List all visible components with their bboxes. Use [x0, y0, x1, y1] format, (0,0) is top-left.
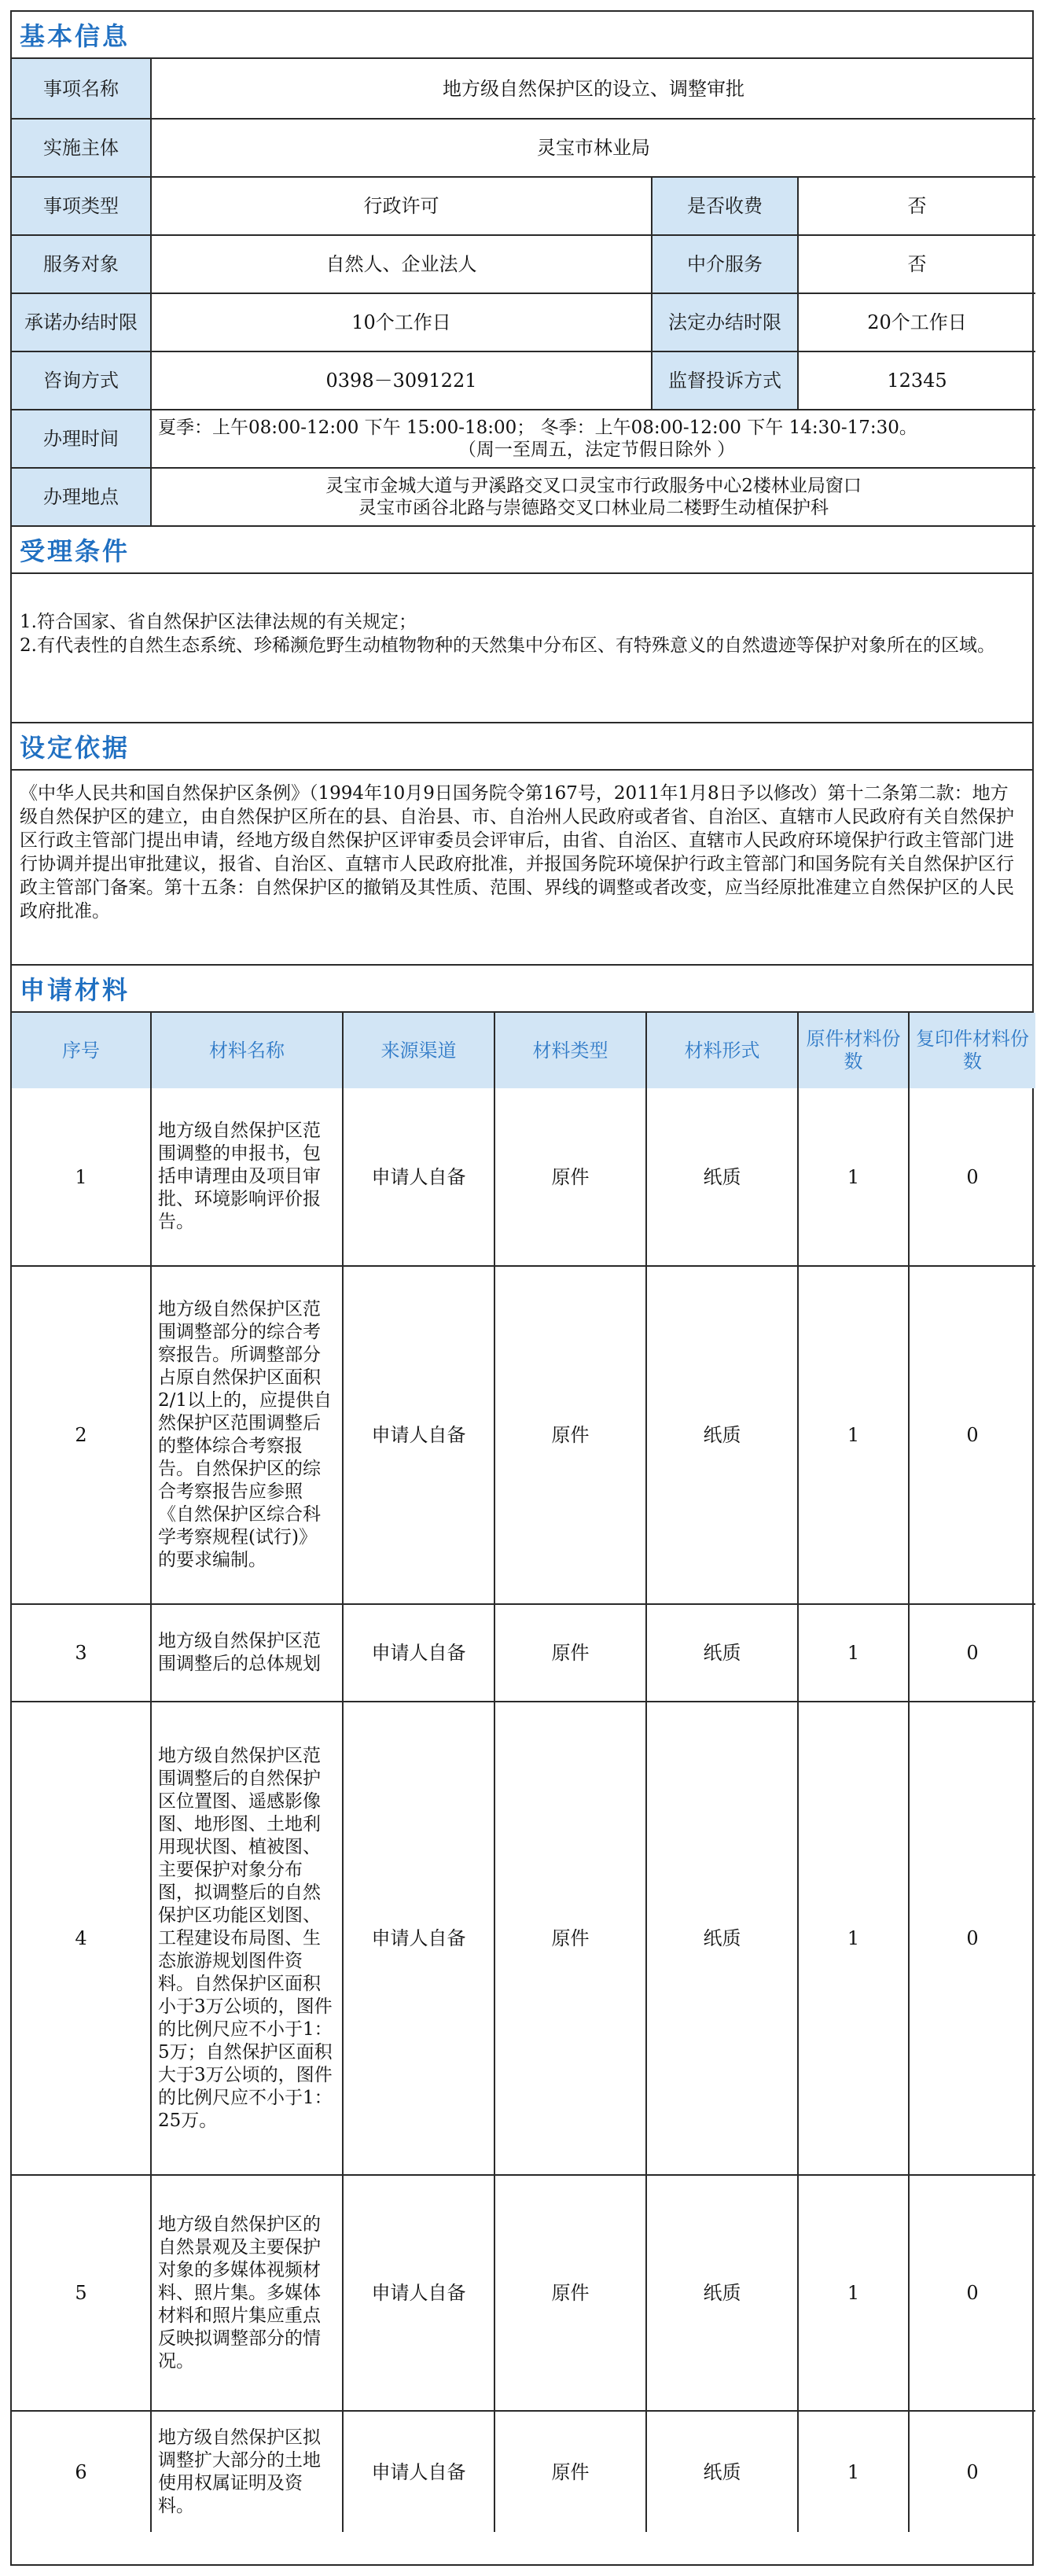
section-title-basic-info: 基本信息	[12, 12, 1032, 59]
target-value: 自然人、企业法人	[151, 235, 652, 293]
material-source: 申请人自备	[343, 2411, 494, 2532]
fee-label: 是否收费	[652, 177, 798, 235]
copy-count: 0	[909, 1266, 1035, 1604]
row-item-name	[12, 59, 1035, 119]
material-source: 申请人自备	[343, 2175, 494, 2411]
copy-count: 0	[909, 1702, 1035, 2175]
consult-value: 0398－3091221	[151, 351, 652, 410]
header-name: 材料名称	[151, 1013, 343, 1088]
address-line-2: 灵宝市函谷北路与崇德路交叉口林业局二楼野生动植保护科	[358, 498, 829, 518]
material-name: 地方级自然保护区范围调整后的总体规划	[151, 1604, 343, 1702]
legal-value: 20个工作日	[798, 293, 1035, 351]
agency-value: 否	[798, 235, 1035, 293]
target-label: 服务对象	[12, 235, 151, 293]
item-name-value: 地方级自然保护区的设立、调整审批	[151, 59, 1035, 119]
header-form: 材料形式	[646, 1013, 798, 1088]
original-count: 1	[798, 2175, 909, 2411]
table-row	[12, 2175, 1035, 2411]
table-row	[12, 1088, 1035, 1266]
material-source: 申请人自备	[343, 1088, 494, 1266]
conditions-text	[12, 574, 1032, 723]
address-value	[151, 468, 1035, 526]
row-contact	[12, 351, 1035, 410]
copy-count: 0	[909, 2411, 1035, 2532]
table-row	[12, 1702, 1035, 2175]
material-name: 地方级自然保护区范围调整的申报书，包括申请理由及项目审批、环境影响评价报告。	[151, 1088, 343, 1266]
authority-value: 灵宝市林业局	[151, 119, 1035, 177]
complaint-label: 监督投诉方式	[652, 351, 798, 410]
material-form: 纸质	[646, 1604, 798, 1702]
materials-header-row	[12, 1013, 1035, 1088]
section-title-basis: 设定依据	[12, 723, 1032, 771]
original-count: 1	[798, 1088, 909, 1266]
basic-info-table	[12, 59, 1035, 527]
row-hours	[12, 410, 1035, 468]
promised-label: 承诺办结时限	[12, 293, 151, 351]
row-no: 6	[12, 2411, 151, 2532]
material-name: 地方级自然保护区范围调整后的自然保护区位置图、遥感影像图、地形图、土地利用现状图、植被图、主要保护对象分布图，拟调整后的自然保护区功能区划图、工程建设布局图、生态旅游规划图件资料。自然保护区面积小于3万公顷的，图件的比例尺应不小于1：5万；自然保护区面积大于3万公顷的，图件的比例尺应不小于1：25万。	[151, 1702, 343, 2175]
material-name: 地方级自然保护区范围调整部分的综合考察报告。所调整部分占原自然保护区面积2/1以上的，应提供自然保护区范围调整后的整体综合考察报告。自然保护区的综合考察报告应参照《自然保护区综合科学考察规程(试行)》的要求编制。	[151, 1266, 343, 1604]
row-target	[12, 235, 1035, 293]
type-label: 事项类型	[12, 177, 151, 235]
material-source: 申请人自备	[343, 1266, 494, 1604]
material-name: 地方级自然保护区的自然景观及主要保护对象的多媒体视频材料、照片集。多媒体材料和照片集应重点反映拟调整部分的情况。	[151, 2175, 343, 2411]
original-count: 1	[798, 1266, 909, 1604]
copy-count: 0	[909, 1604, 1035, 1702]
material-type: 原件	[494, 1604, 646, 1702]
hours-line-2: （周一至周五，法定节假日除外 ）	[458, 440, 736, 460]
table-row	[12, 1266, 1035, 1604]
promised-value: 10个工作日	[151, 293, 652, 351]
original-count: 1	[798, 1604, 909, 1702]
condition-1: 1.符合国家、省自然保护区法律法规的有关规定；	[20, 612, 417, 632]
original-count: 1	[798, 2411, 909, 2532]
row-no: 5	[12, 2175, 151, 2411]
consult-label: 咨询方式	[12, 351, 151, 410]
complaint-value: 12345	[798, 351, 1035, 410]
header-no: 序号	[12, 1013, 151, 1088]
legal-label: 法定办结时限	[652, 293, 798, 351]
condition-2: 2.有代表性的自然生态系统、珍稀濒危野生动植物物种的天然集中分布区、有特殊意义的自然遗迹等保护对象所在的区域。	[20, 635, 995, 656]
material-source: 申请人自备	[343, 1702, 494, 2175]
header-type: 材料类型	[494, 1013, 646, 1088]
material-form: 纸质	[646, 1266, 798, 1604]
section-title-conditions: 受理条件	[12, 527, 1032, 574]
material-type: 原件	[494, 1266, 646, 1604]
original-count: 1	[798, 1702, 909, 2175]
material-name: 地方级自然保护区拟调整扩大部分的土地使用权属证明及资料。	[151, 2411, 343, 2532]
material-form: 纸质	[646, 2175, 798, 2411]
material-form: 纸质	[646, 1702, 798, 2175]
row-no: 3	[12, 1604, 151, 1702]
authority-label: 实施主体	[12, 119, 151, 177]
address-label: 办理地点	[12, 468, 151, 526]
fee-value: 否	[798, 177, 1035, 235]
material-type: 原件	[494, 1088, 646, 1266]
material-form: 纸质	[646, 2411, 798, 2532]
basis-text: 《中华人民共和国自然保护区条例》（1994年10月9日国务院令第167号，2011年1月8日予以修改）第十二条第二款：地方级自然保护区的建立，由自然保护区所在的县、自治县、市、自治州人民政府或者省、自治区、直辖市人民政府有关自然保护区行政主管部门提出申请，经地方级自然保护区评审委员会评审后，由省、自治区、直辖市人民政府环境保护行政主管部门进行协调并提出审批建议，报省、自治区、直辖市人民政府批准，并报国务院环境保护行政主管部门和国务院有关自然保护区行政主管部门备案。第十五条：自然保护区的撤销及其性质、范围、界线的调整或者改变，应当经原批准建立自然保护区的人民政府批准。	[12, 771, 1032, 966]
type-value: 行政许可	[151, 177, 652, 235]
hours-line-1: 夏季：上午08:00-12:00 下午 15:00-18:00； 冬季：上午08:00-12:00 下午 14:30-17:30。	[158, 418, 917, 438]
table-row	[12, 2411, 1035, 2532]
material-form: 纸质	[646, 1088, 798, 1266]
agency-label: 中介服务	[652, 235, 798, 293]
row-no: 4	[12, 1702, 151, 2175]
copy-count: 0	[909, 1088, 1035, 1266]
hours-label: 办理时间	[12, 410, 151, 468]
row-authority	[12, 119, 1035, 177]
row-type	[12, 177, 1035, 235]
header-original-count: 原件材料份数	[798, 1013, 909, 1088]
copy-count: 0	[909, 2175, 1035, 2411]
row-no: 1	[12, 1088, 151, 1266]
materials-table	[12, 1013, 1035, 2532]
material-source: 申请人自备	[343, 1604, 494, 1702]
material-type: 原件	[494, 1702, 646, 2175]
header-copy-count: 复印件材料份数	[909, 1013, 1035, 1088]
material-type: 原件	[494, 2411, 646, 2532]
section-title-materials: 申请材料	[12, 966, 1032, 1013]
material-type: 原件	[494, 2175, 646, 2411]
header-source: 来源渠道	[343, 1013, 494, 1088]
row-time-limit	[12, 293, 1035, 351]
row-address	[12, 468, 1035, 526]
item-name-label: 事项名称	[12, 59, 151, 119]
info-sheet	[10, 10, 1034, 2566]
address-line-1: 灵宝市金城大道与尹溪路交叉口灵宝市行政服务中心2楼林业局窗口	[325, 476, 862, 496]
table-row	[12, 1604, 1035, 1702]
hours-value	[151, 410, 1035, 468]
row-no: 2	[12, 1266, 151, 1604]
